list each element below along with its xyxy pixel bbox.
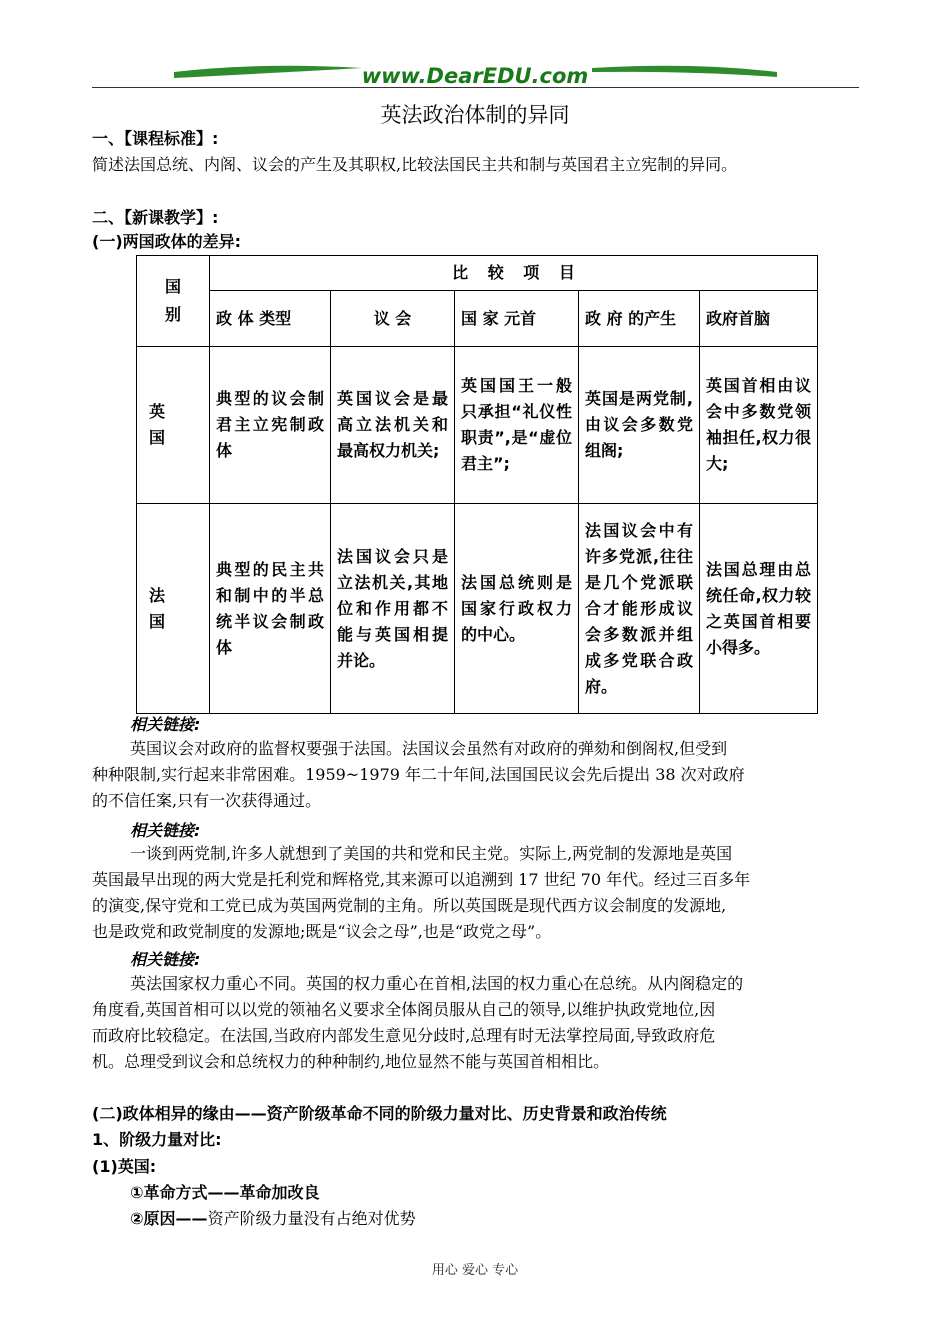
site-logo-text: www.DearEDU.com [361, 64, 589, 88]
paragraph-line: 也是政党和政党制度的发源地;既是“议会之母”,也是“政党之母”。 [92, 922, 552, 941]
list-item: ①革命方式——革命加改良 [130, 1183, 320, 1202]
table-cell: 典型的民主共和制中的半总统半议会制政体 [210, 504, 331, 714]
paragraph-line: 的演变,保守党和工党已成为英国两党制的主角。所以英国既是现代西方议会制度的发源地, [92, 896, 727, 915]
page-title: 英法政治体制的异同 [380, 103, 570, 127]
paragraph-line: 机。总理受到议会和总统权力的种种制约,地位显然不能与英国首相相比。 [92, 1052, 610, 1071]
corner-label: 国别 [164, 277, 181, 324]
list-item-label: ②原因—— [130, 1209, 208, 1228]
table-corner-cell [137, 256, 210, 347]
point1-heading: 1、阶级力量对比: [92, 1130, 222, 1149]
country-label: 法国 [149, 585, 166, 631]
paragraph-line: 英国议会对政府的监督权要强于法国。法国议会虽然有对政府的弹劾和倒阁权,但受到 [130, 739, 728, 758]
paragraph-line: 种种限制,实行起来非常困难。1959~1979 年二十年间,法国国民议会先后提出 38 次对政府 [92, 765, 745, 784]
table-cell: 英国首相由议会中多数党领袖担任,权力很大; [700, 347, 818, 504]
table-row [137, 504, 818, 714]
column-header: 政府首脑 [700, 291, 818, 347]
left-leaf-swoosh [174, 66, 362, 78]
section1-heading: 一、【课程标准】: [92, 129, 219, 148]
related-link-label: 相关链接: [130, 950, 201, 969]
list-item-text: 资产阶级力量没有占绝对优势 [207, 1209, 416, 1228]
related-link-label: 相关链接: [130, 821, 201, 840]
paragraph-line: 英法国家权力重心不同。英国的权力重心在首相,法国的权力重心在总统。从内阁稳定的 [130, 974, 744, 993]
table-cell: 英国是两党制,由议会多数党组阁; [579, 347, 700, 504]
table-cell: 法国总统则是国家行政权力的中心。 [455, 504, 579, 714]
table-group-header [210, 256, 818, 291]
table-cell: 典型的议会制君主立宪制政体 [210, 347, 331, 504]
paragraph-line: 而政府比较稳定。在法国,当政府内部发生意见分歧时,总理有时无法掌控局面,导致政府危 [92, 1026, 716, 1045]
column-header: 议 会 [331, 291, 455, 347]
section1-text: 简述法国总统、内阁、议会的产生及其职权,比较法国民主共和制与英国君主立宪制的异同。 [92, 155, 738, 174]
right-leaf-swoosh [592, 66, 777, 77]
column-header: 政 府 的产生 [579, 291, 700, 347]
table-cell: 英国国王一般只承担“礼仪性职责”,是“虚位君主”; [455, 347, 579, 504]
paragraph-line: 英国最早出现的两大党是托利党和辉格党,其来源可以追溯到 17 世纪 70 年代。经过三百多年 [92, 870, 751, 889]
column-header: 政 体 类型 [210, 291, 331, 347]
table-cell: 法国议会只是立法机关,其地位和作用都不能与英国相提并论。 [331, 504, 455, 714]
table-cell: 法国总理由总统任命,权力较之英国首相要小得多。 [700, 504, 818, 714]
column-header: 国 家 元首 [455, 291, 579, 347]
comparison-table [136, 255, 818, 714]
subsection1-heading: (一)两国政体的差异: [92, 232, 242, 251]
subsection2-heading: (二)政体相异的缘由——资产阶级革命不同的阶级力量对比、历史背景和政治传统 [92, 1104, 667, 1123]
table-cell: 英国议会是最高立法机关和最高权力机关; [331, 347, 455, 504]
header-rule [92, 87, 859, 88]
group-header-label: 比 较 项 目 [452, 263, 575, 282]
row-country-cell [137, 347, 210, 504]
paragraph-line: 的不信任案,只有一次获得通过。 [92, 791, 322, 810]
paragraph-line: 一谈到两党制,许多人就想到了美国的共和党和民主党。实际上,两党制的发源地是英国 [130, 844, 733, 863]
row-country-cell [137, 504, 210, 714]
section2-heading: 二、【新课教学】: [92, 208, 219, 227]
table-row [137, 347, 818, 504]
point1-1-heading: (1)英国: [92, 1157, 157, 1176]
country-label: 英国 [149, 402, 166, 447]
related-link-label: 相关链接: [130, 715, 201, 734]
list-item [130, 1208, 416, 1230]
table-cell: 法国议会中有许多党派,往往是几个党派联合才能形成议会多数派并组成多党联合政府。 [579, 504, 700, 714]
paragraph-line: 角度看,英国首相可以以党的领袖名义要求全体阁员服从自己的领导,以维护执政党地位,因 [92, 1000, 716, 1019]
page-footer: 用心 爱心 专心 [431, 1263, 519, 1278]
